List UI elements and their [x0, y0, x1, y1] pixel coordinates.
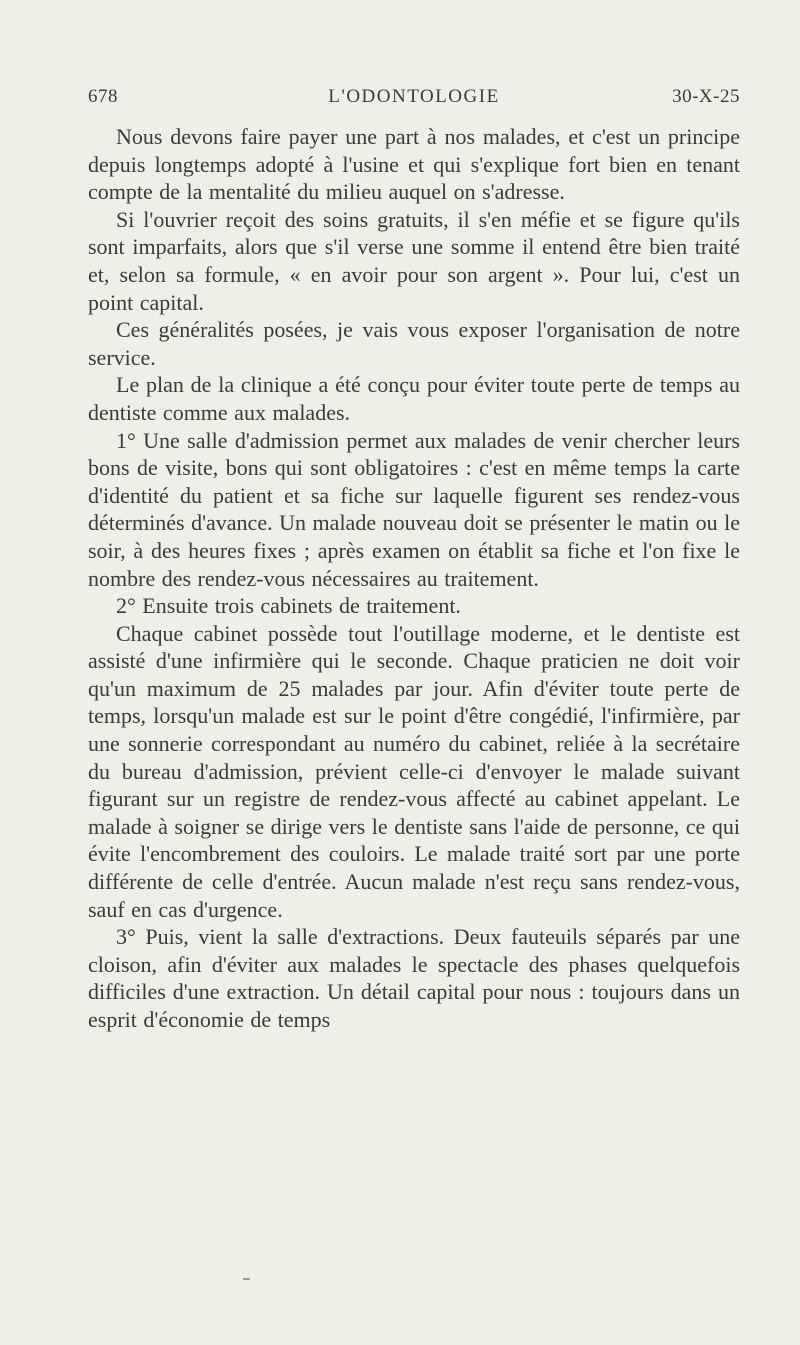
paragraph: 1° Une salle d'admission permet aux malades de venir chercher leurs bons de visite, bons qui sont obligatoires : c'est en même temps la carte d'identité du patient et sa fiche sur laquelle figurent ses rendez-vous déterminés d'avance. Un malade nouveau doit se présenter le matin ou le soir, à des heures fixes ; après examen on établit sa fiche et l'on fixe le nombre des rendez-vous nécessaires au traitement.	[88, 427, 740, 591]
page-number: 678	[88, 86, 118, 107]
paragraph: Chaque cabinet possède tout l'outillage moderne, et le dentiste est assisté d'une infirmière qui le seconde. Chaque praticien ne doit voir qu'un maximum de 25 malades par jour. Afin d'éviter toute perte de temps, lorsqu'un malade est sur le point d'être congédié, l'infirmière, par une sonnerie correspondant au numéro du cabinet, reliée à la secrétaire du bureau d'admission, prévient celle-ci d'envoyer le malade suivant figurant sur un registre de rendez-vous affecté au cabinet appelant. Le malade à soigner se dirige vers le dentiste sans l'aide de personne, ce qui évite l'encombrement des couloirs. Le malade traité sort par une porte différente de celle d'entrée. Aucun malade n'est reçu sans rendez-vous, sauf en cas d'urgence.	[88, 620, 740, 922]
journal-title: L'ODONTOLOGIE	[328, 86, 500, 107]
paragraph: 3° Puis, vient la salle d'extractions. Deux fauteuils séparés par une cloison, afin d'éviter aux malades le spectacle des phases quelquefois difficiles d'une extraction. Un détail capital pour nous : toujours dans un esprit d'économie de temps	[88, 924, 740, 1032]
paragraph: Le plan de la clinique a été conçu pour éviter toute perte de temps au dentiste comme aux malades.	[88, 372, 740, 425]
running-header	[88, 86, 740, 116]
page-mark	[243, 1278, 250, 1280]
body-text	[88, 123, 740, 1034]
paragraph: 2° Ensuite trois cabinets de traitement.	[116, 593, 461, 619]
issue-date: 30-X-25	[672, 86, 740, 107]
paragraph: Nous devons faire payer une part à nos malades, et c'est un principe depuis longtemps adopté à l'usine et qui s'explique fort bien en tenant compte de la mentalité du milieu auquel on s'adresse.	[88, 124, 740, 205]
paragraph: Si l'ouvrier reçoit des soins gratuits, il s'en méfie et se figure qu'ils sont imparfaits, alors que s'il verse une somme il entend être bien traité et, selon sa formule, « en avoir pour son argent ». Pour lui, c'est un point capital.	[88, 206, 740, 315]
paragraph: Ces généralités posées, je vais vous exposer l'organisation de notre service.	[88, 317, 740, 370]
